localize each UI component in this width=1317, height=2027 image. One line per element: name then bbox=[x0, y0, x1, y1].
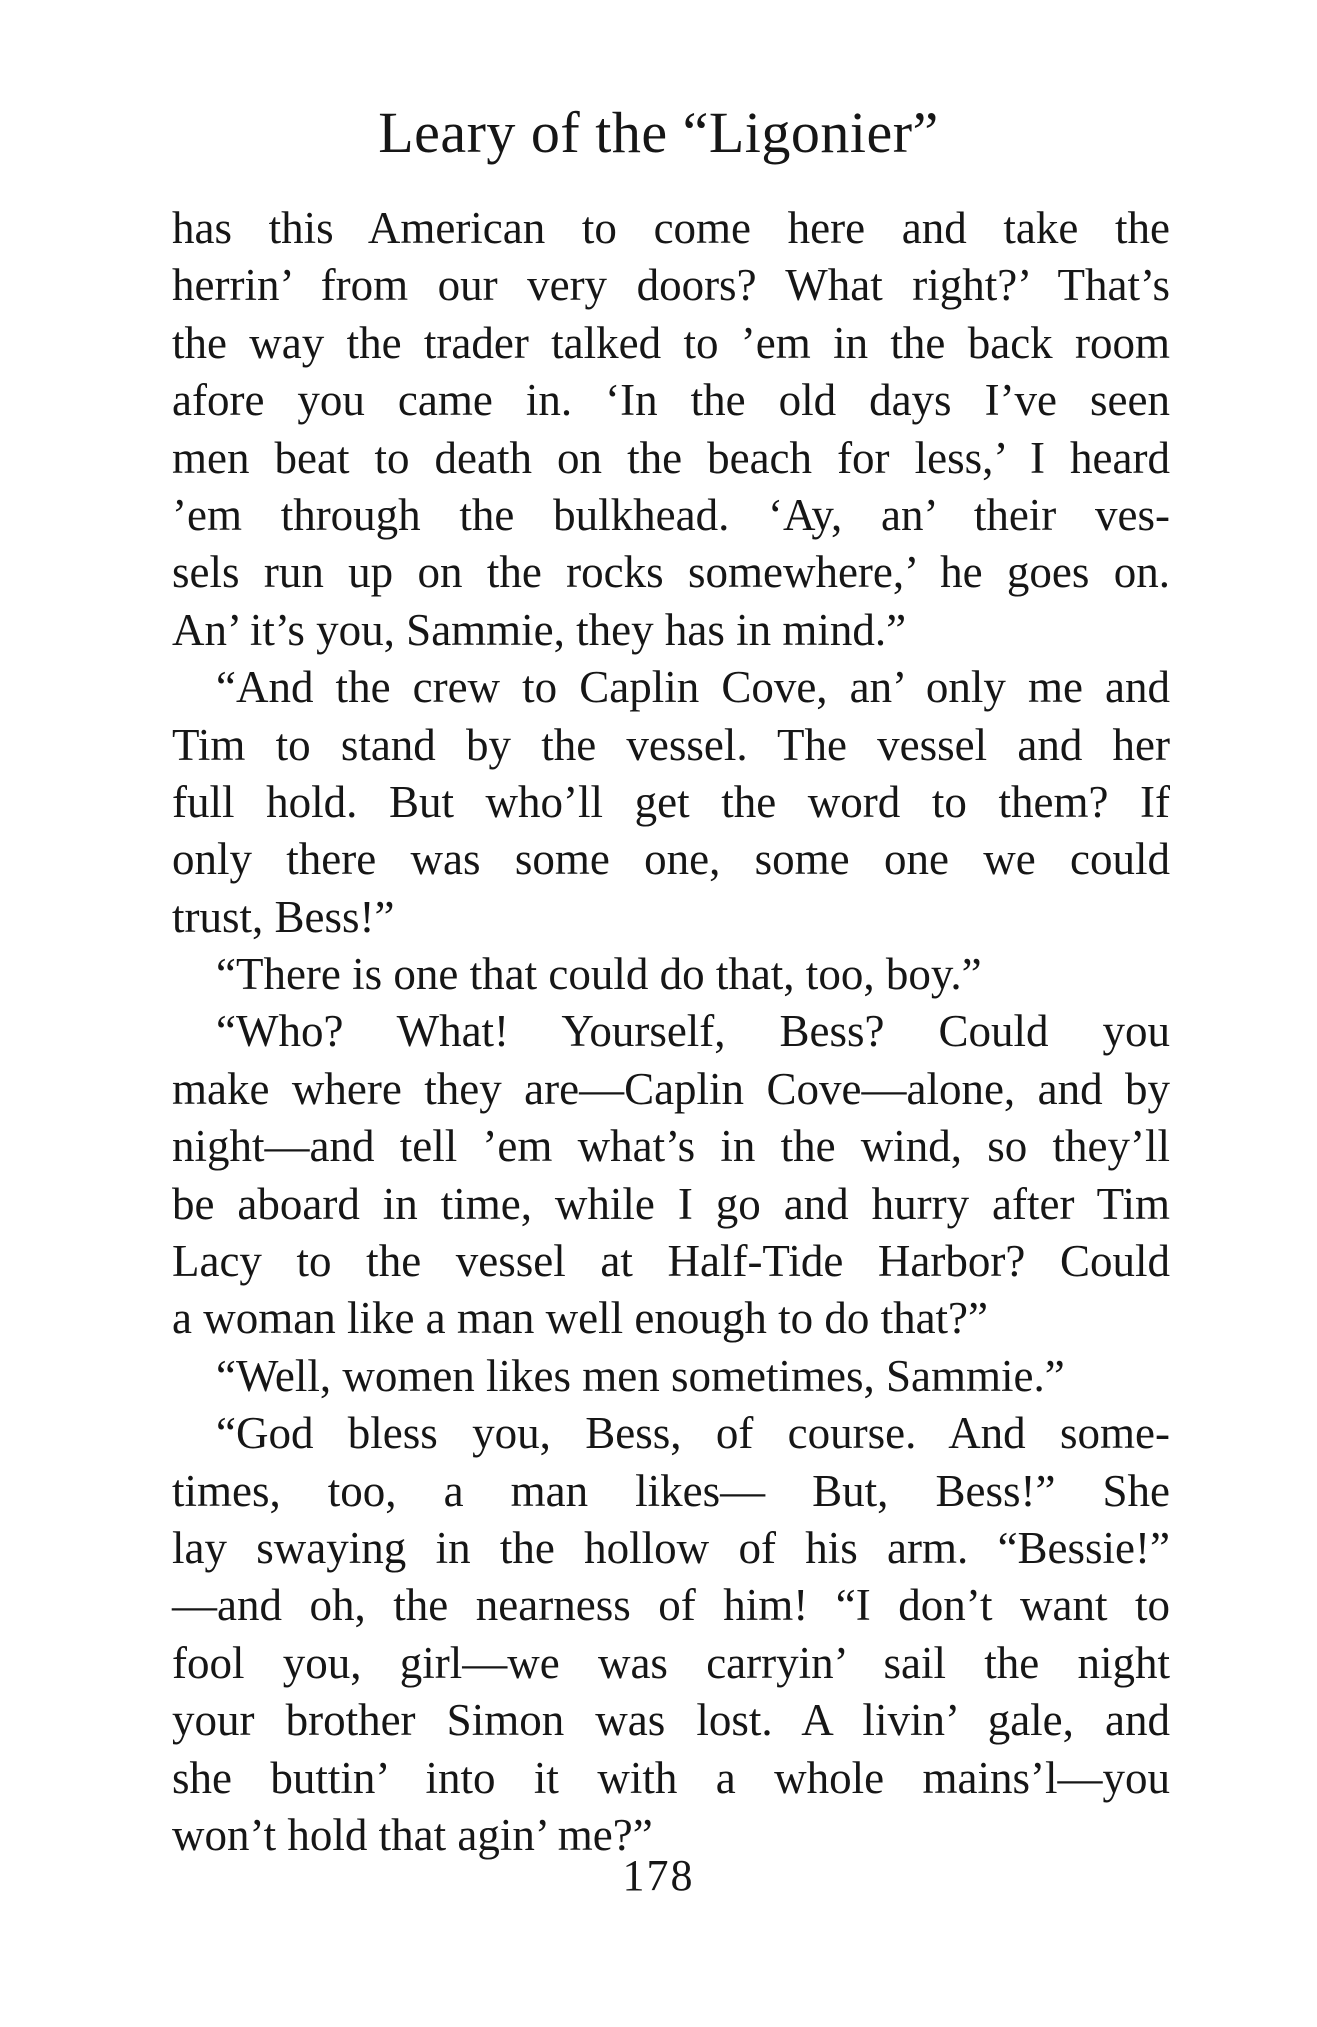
running-head: Leary of the “Ligonier” bbox=[378, 100, 939, 165]
text-line: won’t hold that agin’ me?” bbox=[172, 1809, 653, 1860]
text-line: “And the crew to Caplin Cove, an’ only me and bbox=[216, 662, 1170, 713]
text-line: a woman like a man well enough to do that?” bbox=[172, 1293, 988, 1344]
text-line: times, too, a man likes— But, Bess!” She bbox=[172, 1465, 1170, 1516]
text-line: make where they are—Caplin Cove—alone, and by bbox=[172, 1063, 1170, 1114]
page-number: 178 bbox=[622, 1851, 695, 1900]
text-line: be aboard in time, while I go and hurry after Tim bbox=[172, 1178, 1170, 1229]
text-line: only there was some one, some one we could bbox=[172, 834, 1170, 885]
text-line: has this American to come here and take the bbox=[172, 203, 1170, 253]
text-line: “Well, women likes men sometimes, Sammie.” bbox=[216, 1350, 1065, 1401]
text-line: trust, Bess!” bbox=[172, 891, 395, 942]
text-line: men beat to death on the beach for less,’ I heard bbox=[172, 432, 1170, 483]
text-line: Lacy to the vessel at Half-Tide Harbor? Could bbox=[172, 1236, 1170, 1287]
text-line: afore you came in. ‘In the old days I’ve seen bbox=[172, 375, 1170, 426]
text-line: ’em through the bulkhead. ‘Ay, an’ their ves- bbox=[172, 489, 1170, 540]
text-line: “God bless you, Bess, of course. And some- bbox=[216, 1408, 1170, 1459]
text-line: “Who? What! Yourself, Bess? Could you bbox=[216, 1006, 1170, 1057]
text-line: night—and tell ’em what’s in the wind, so they’ll bbox=[172, 1121, 1170, 1172]
text-line: “There is one that could do that, too, boy.” bbox=[216, 949, 982, 1000]
body-text bbox=[172, 200, 1170, 1864]
text-line: your brother Simon was lost. A livin’ gale, and bbox=[172, 1695, 1170, 1746]
text-line: sels run up on the rocks somewhere,’ he goes on. bbox=[172, 547, 1170, 598]
text-line: lay swaying in the hollow of his arm. “Bessie!” bbox=[172, 1522, 1170, 1573]
text-line: —and oh, the nearness of him! “I don’t want to bbox=[172, 1580, 1170, 1631]
text-line: An’ it’s you, Sammie, they has in mind.” bbox=[172, 604, 907, 655]
text-line: she buttin’ into it with a whole mains’l—you bbox=[172, 1752, 1170, 1803]
text-line: fool you, girl—we was carryin’ sail the night bbox=[172, 1637, 1170, 1688]
text-line: full hold. But who’ll get the word to them? If bbox=[172, 776, 1170, 827]
text-line: the way the trader talked to ’em in the back room bbox=[172, 317, 1170, 368]
text-line: herrin’ from our very doors? What right?’ That’s bbox=[172, 260, 1170, 311]
text-line: Tim to stand by the vessel. The vessel and her bbox=[172, 719, 1170, 770]
